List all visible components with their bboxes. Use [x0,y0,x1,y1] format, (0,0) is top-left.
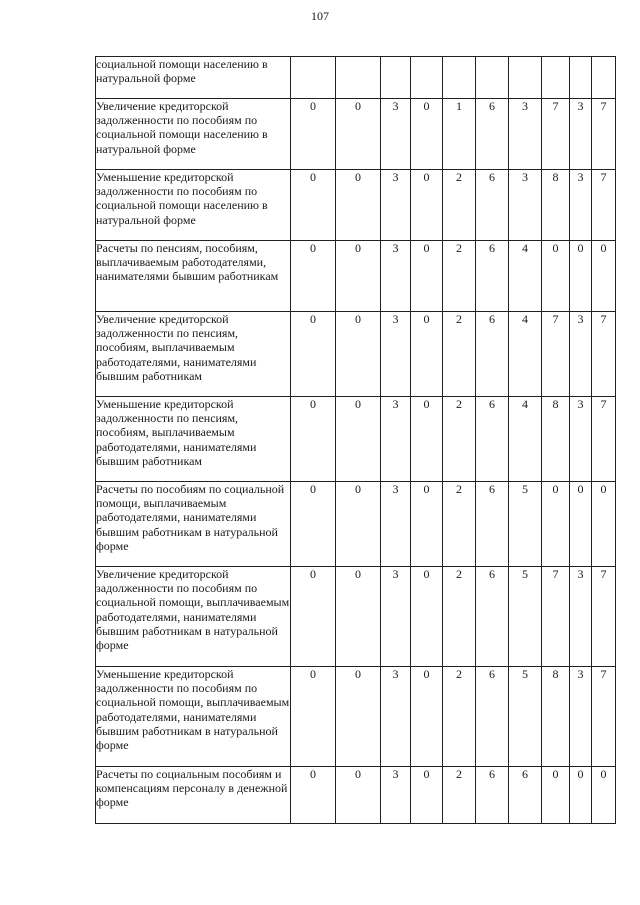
code-digit-cell: 0 [336,397,381,482]
code-digit-cell: 3 [570,170,592,241]
code-digit-cell: 7 [592,170,616,241]
code-digit-cell: 0 [411,241,443,312]
code-digit-cell: 0 [570,482,592,567]
code-digit-cell: 0 [291,667,336,767]
table-row [96,482,616,567]
code-digit-cell: 1 [443,99,476,170]
code-digit-cell: 0 [336,241,381,312]
code-digit-cell: 4 [509,312,542,397]
table-row [96,99,616,170]
code-digit-cell: 0 [570,767,592,824]
code-digit-cell: 0 [291,99,336,170]
code-digit-cell: 7 [592,99,616,170]
code-digit-cell: 8 [542,170,570,241]
table-row [96,767,616,824]
code-digit-cell: 0 [291,567,336,667]
code-digit-cell: 0 [291,312,336,397]
code-digit-cell: 0 [291,767,336,824]
code-digit-cell: 0 [336,312,381,397]
code-digit-cell: 0 [336,99,381,170]
code-digit-cell: 6 [476,99,509,170]
code-digit-cell: 6 [476,241,509,312]
account-name-cell: Расчеты по пенсиям, пособиям, выплачиваемым работодателями, нанимателями бывшим работникам [96,241,291,312]
code-digit-cell: 7 [592,667,616,767]
code-digit-cell: 3 [381,767,411,824]
code-digit-cell [443,57,476,99]
account-name-cell: Увеличение кредиторской задолженности по пособиям по социальной помощи, выплачиваемым работодателями, нанимателями бывшим работникам в натуральной форме [96,567,291,667]
account-name-cell: Увеличение кредиторской задолженности по пособиям по социальной помощи населению в натуральной форме [96,99,291,170]
code-digit-cell: 7 [592,397,616,482]
table-row [96,241,616,312]
code-digit-cell: 3 [509,99,542,170]
code-digit-cell: 3 [570,397,592,482]
code-digit-cell: 0 [592,767,616,824]
code-digit-cell [592,57,616,99]
code-digit-cell: 2 [443,170,476,241]
code-digit-cell: 6 [476,767,509,824]
account-name-cell: Расчеты по пособиям по социальной помощи, выплачиваемым работодателями, нанимателями бывшим работникам в натуральной форме [96,482,291,567]
code-digit-cell: 0 [291,397,336,482]
code-digit-cell: 7 [542,567,570,667]
code-digit-cell: 3 [570,667,592,767]
code-digit-cell: 0 [542,767,570,824]
code-digit-cell [336,57,381,99]
code-digit-cell: 3 [381,312,411,397]
code-digit-cell: 2 [443,567,476,667]
code-digit-cell: 0 [542,482,570,567]
code-digit-cell: 3 [570,312,592,397]
code-digit-cell: 0 [411,397,443,482]
code-digit-cell: 0 [411,767,443,824]
code-digit-cell: 5 [509,667,542,767]
table-row [96,667,616,767]
code-digit-cell: 0 [291,170,336,241]
accounts-table [95,56,616,824]
account-name-cell: Уменьшение кредиторской задолженности по пособиям по социальной помощи, выплачиваемым работодателями, нанимателями бывшим работникам в натуральной форме [96,667,291,767]
code-digit-cell: 0 [592,241,616,312]
table-row [96,312,616,397]
account-name-cell: Увеличение кредиторской задолженности по пенсиям, пособиям, выплачиваемым работодателями, нанимателями бывшим работникам [96,312,291,397]
code-digit-cell: 4 [509,397,542,482]
code-digit-cell: 0 [291,482,336,567]
code-digit-cell [411,57,443,99]
code-digit-cell: 3 [381,99,411,170]
code-digit-cell: 7 [592,312,616,397]
table-row [96,397,616,482]
code-digit-cell: 6 [476,482,509,567]
code-digit-cell: 3 [381,397,411,482]
code-digit-cell: 0 [336,767,381,824]
account-name-cell: Уменьшение кредиторской задолженности по пособиям по социальной помощи населению в натуральной форме [96,170,291,241]
code-digit-cell: 6 [509,767,542,824]
code-digit-cell: 2 [443,241,476,312]
code-digit-cell: 7 [542,312,570,397]
code-digit-cell: 3 [570,567,592,667]
code-digit-cell: 3 [381,482,411,567]
code-digit-cell: 3 [509,170,542,241]
code-digit-cell: 3 [381,667,411,767]
code-digit-cell: 7 [592,567,616,667]
code-digit-cell: 6 [476,397,509,482]
code-digit-cell: 0 [411,170,443,241]
code-digit-cell: 0 [411,667,443,767]
account-name-cell: Расчеты по социальным пособиям и компенсациям персоналу в денежной форме [96,767,291,824]
code-digit-cell: 0 [336,482,381,567]
account-name-cell: Уменьшение кредиторской задолженности по пенсиям, пособиям, выплачиваемым работодателями, нанимателями бывшим работникам [96,397,291,482]
code-digit-cell: 2 [443,482,476,567]
code-digit-cell: 0 [336,170,381,241]
table-row [96,567,616,667]
code-digit-cell [291,57,336,99]
code-digit-cell: 0 [336,667,381,767]
table-row [96,170,616,241]
code-digit-cell: 0 [411,312,443,397]
code-digit-cell: 6 [476,170,509,241]
page-number: 107 [311,9,329,23]
code-digit-cell: 0 [411,567,443,667]
account-name-cell: социальной помощи населению в натуральной форме [96,57,291,99]
code-digit-cell: 0 [592,482,616,567]
code-digit-cell: 8 [542,397,570,482]
code-digit-cell: 6 [476,312,509,397]
code-digit-cell: 0 [336,567,381,667]
code-digit-cell: 3 [381,567,411,667]
code-digit-cell: 0 [411,99,443,170]
code-digit-cell: 3 [570,99,592,170]
code-digit-cell: 2 [443,767,476,824]
code-digit-cell: 7 [542,99,570,170]
code-digit-cell: 5 [509,482,542,567]
code-digit-cell [542,57,570,99]
code-digit-cell: 6 [476,667,509,767]
table-row [96,57,616,99]
code-digit-cell: 0 [542,241,570,312]
code-digit-cell: 2 [443,397,476,482]
code-digit-cell: 6 [476,567,509,667]
code-digit-cell: 0 [570,241,592,312]
code-digit-cell: 8 [542,667,570,767]
code-digit-cell: 3 [381,241,411,312]
code-digit-cell [570,57,592,99]
code-digit-cell [381,57,411,99]
code-digit-cell: 2 [443,667,476,767]
code-digit-cell: 0 [411,482,443,567]
code-digit-cell: 0 [291,241,336,312]
code-digit-cell: 5 [509,567,542,667]
code-digit-cell: 2 [443,312,476,397]
code-digit-cell: 4 [509,241,542,312]
code-digit-cell [476,57,509,99]
code-digit-cell: 3 [381,170,411,241]
code-digit-cell [509,57,542,99]
